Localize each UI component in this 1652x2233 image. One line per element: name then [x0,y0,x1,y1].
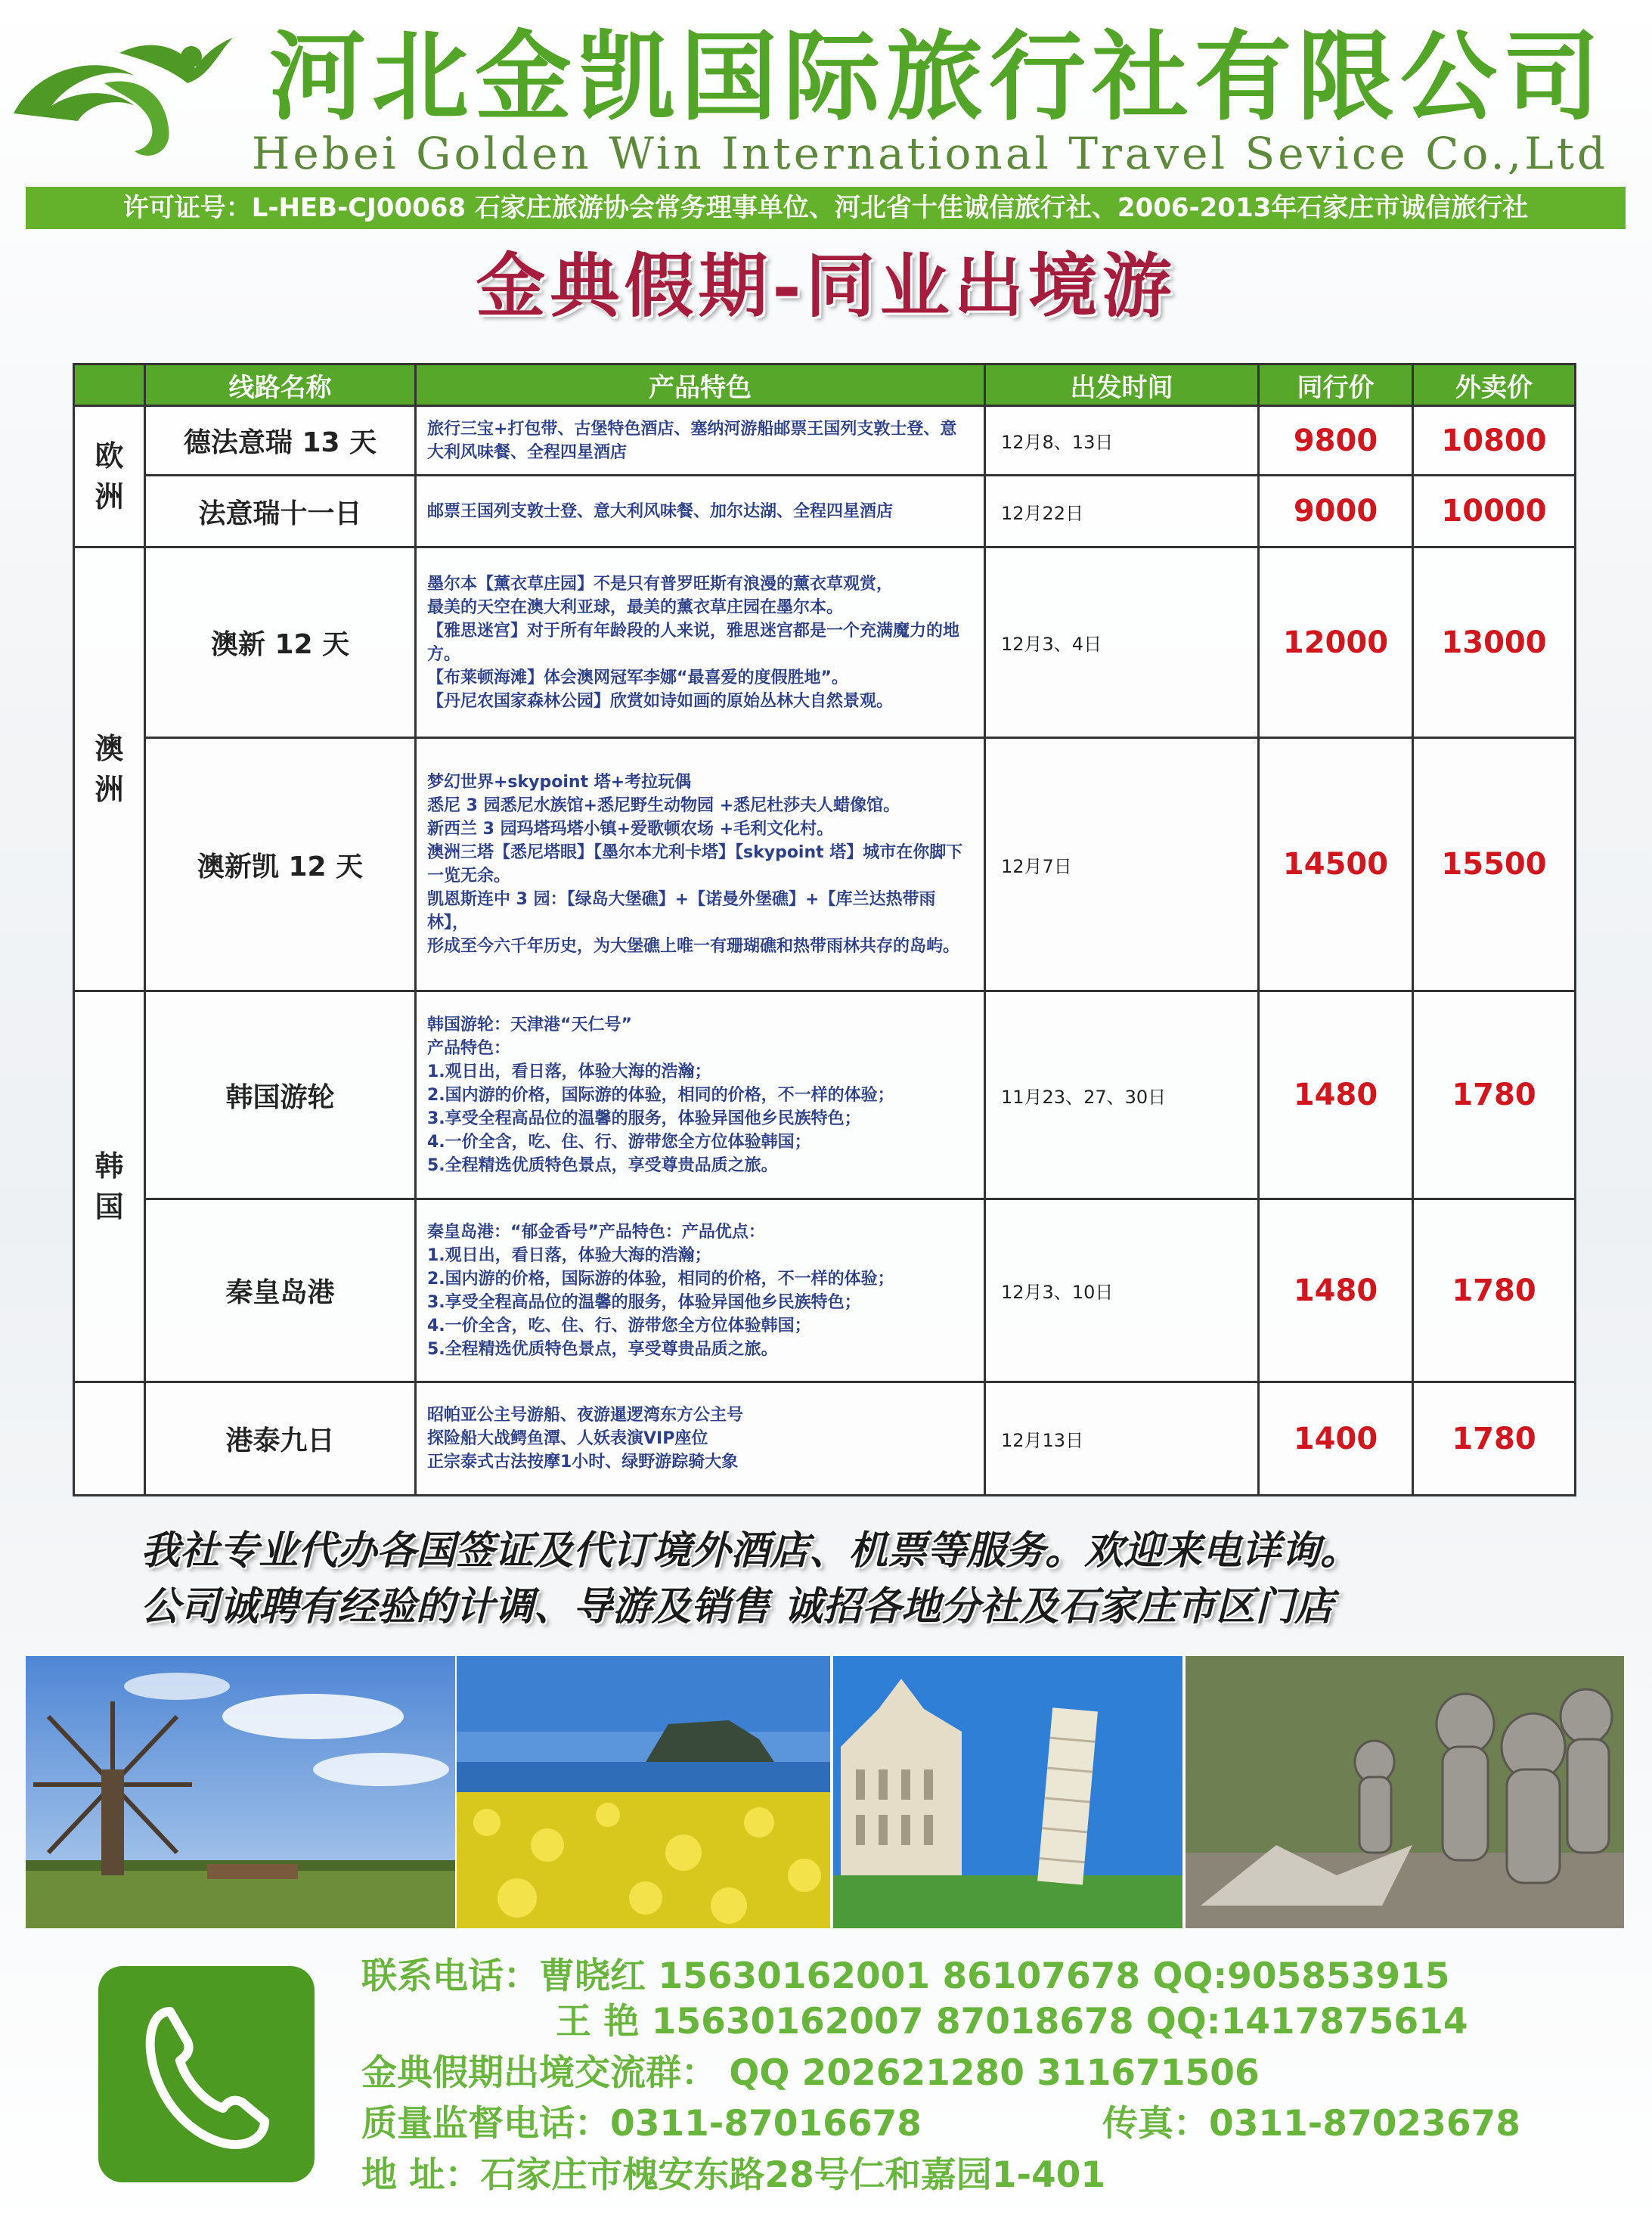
departure-date: 12月22日 [985,476,1259,547]
header-region [74,364,145,406]
table-row [74,1199,1576,1382]
retail-price: 10000 [1413,476,1576,547]
page-title: 金典假期-同业出境游 [476,245,1176,327]
header-peer-price: 同行价 [1259,364,1413,406]
departure-date: 12月8、13日 [985,406,1259,476]
route-name: 秦皇岛港 [145,1199,416,1382]
header-features: 产品特色 [416,364,985,406]
route-features: 邮票王国列支敦士登、意大利风味餐、加尔达湖、全程四星酒店 [416,476,985,547]
route-features: 墨尔本【薰衣草庄园】不是只有普罗旺斯有浪漫的薰衣草观赏， 最美的天空在澳大利亚球，最美的薰衣草庄园在墨尔本。 【雅思迷宫】对于所有年龄段的人来说，雅思迷宫都是一个充满魔力的地方。 【布莱顿海滩】体会澳网冠军李娜“最喜爱的度假胜地”。 【丹尼农国家森林公园】欣赏如诗如画的原始丛林大自然景观。 [416,547,985,738]
retail-price: 10800 [1413,406,1576,476]
departure-date: 11月23、27、30日 [985,991,1259,1199]
contact-phone-line-2: 王 艳 15630162007 87018678 QQ:1417875614 [556,2001,1468,2042]
table-row [74,406,1576,476]
company-swirl-logo-icon [6,23,237,166]
table-row [74,738,1576,991]
company-name-en: Hebei Golden Win International Travel Sevice Co.,Ltd [251,128,1609,179]
photo-windmill [26,1656,455,1928]
peer-price: 1400 [1259,1382,1413,1496]
route-features: 韩国游轮：天津港“天仁号” 产品特色： 1.观日出，看日落，体验大海的浩瀚； 2.国内游的价格，国际游的体验，相同的价格，不一样的体验； 3.享受全程高品位的温馨的服务，体验异国他乡民族特色； 4.一价全含，吃、住、行、游带您全方位体验韩国； 5.全程精选优质特色景点，享受尊贵品质之旅。 [416,991,985,1199]
retail-price: 13000 [1413,547,1576,738]
table-header-row [74,364,1576,406]
departure-date: 12月13日 [985,1382,1259,1496]
leaning-tower-pisa-photo-icon [833,1656,1182,1928]
contact-quality-phone: 质量监督电话：0311-87016678 [361,2103,922,2145]
photo-statues [1186,1656,1624,1928]
phone-badge [98,1966,315,2182]
route-name: 韩国游轮 [145,991,416,1199]
recruit-notice: 公司诚聘有经验的计调、导游及销售 诚招各地分社及石家庄市区门店 [141,1584,1334,1630]
departure-date: 12月3、10日 [985,1199,1259,1382]
company-logo [6,23,237,166]
retail-price: 1780 [1413,991,1576,1199]
header-retail-price: 外卖价 [1413,364,1576,406]
region-europe: 欧洲 [74,406,145,547]
header-departure: 出发时间 [985,364,1259,406]
photo-rapeseed [457,1656,830,1928]
peer-price: 14500 [1259,738,1413,991]
route-name: 澳新 12 天 [145,547,416,738]
departure-date: 12月7日 [985,738,1259,991]
header-route: 线路名称 [145,364,416,406]
retail-price: 1780 [1413,1382,1576,1496]
region-australia: 澳洲 [74,547,145,991]
route-name: 法意瑞十一日 [145,476,416,547]
company-name-cn: 河北金凯国际旅行社有限公司 [268,21,1606,134]
peer-price: 9800 [1259,406,1413,476]
retail-price: 1780 [1413,1199,1576,1382]
stone-statues-photo-icon [1186,1656,1624,1928]
contact-fax: 传真：0311-87023678 [1102,2103,1520,2145]
table-row [74,547,1576,738]
route-features: 昭帕亚公主号游船、夜游暹逻湾东方公主号 探险船大战鳄鱼潭、人妖表演VIP座位 正宗泰式古法按摩1小时、绿野游踪骑大象 [416,1382,985,1496]
route-name: 德法意瑞 13 天 [145,406,416,476]
route-name: 港泰九日 [145,1382,416,1496]
telephone-handset-icon [98,1966,315,2182]
region-empty [74,1382,145,1496]
retail-price: 15500 [1413,738,1576,991]
route-features: 梦幻世界+skypoint 塔+考拉玩偶 悉尼 3 园悉尼水族馆+悉尼野生动物园 +悉尼杜莎夫人蜡像馆。 新西兰 3 园玛塔玛塔小镇+爱歌顿农场 +毛利文化村。 澳洲三塔【悉尼塔眼】【墨尔本尤利卡塔】【skypoint 塔】城市在你脚下一览无余。 凯恩斯连中 3 园：【绿岛大堡礁】+【诺曼外堡礁】+【库兰达热带雨林】， 形成至今六千年历史，为大堡礁上唯一有珊瑚礁和热带雨林共存的岛屿。 [416,738,985,991]
peer-price: 12000 [1259,547,1413,738]
windmill-photo-icon [26,1656,455,1928]
contact-phone-line-1: 联系电话：曹晓红 15630162001 86107678 QQ:905853915 [361,1955,1450,1997]
route-features: 秦皇岛港：“郁金香号”产品特色：产品优点： 1.观日出，看日落，体验大海的浩瀚； 2.国内游的价格，国际游的体验，相同的价格，不一样的体验； 3.享受全程高品位的温馨的服务，体验异国他乡民族特色； 4.一价全含，吃、住、行、游带您全方位体验韩国； 5.全程精选优质特色景点，享受尊贵品质之旅。 [416,1199,985,1382]
contact-address: 地 址：石家庄市槐安东路28号仁和嘉园1-401 [361,2154,1106,2196]
region-korea: 韩国 [74,991,145,1382]
departure-date: 12月3、4日 [985,547,1259,738]
table-row [74,476,1576,547]
route-name: 澳新凯 12 天 [145,738,416,991]
photo-pisa [833,1656,1182,1928]
peer-price: 1480 [1259,1199,1413,1382]
peer-price: 1480 [1259,991,1413,1199]
rapeseed-field-photo-icon [457,1656,830,1928]
license-bar: 许可证号：L-HEB-CJ00068 石家庄旅游协会常务理事单位、河北省十佳诚信旅行社、2006-2013年石家庄市诚信旅行社 [26,187,1626,229]
table-row [74,1382,1576,1496]
peer-price: 9000 [1259,476,1413,547]
tour-table [73,363,1576,1496]
service-notice: 我社专业代办各国签证及代订境外酒店、机票等服务。欢迎来电详询。 [141,1528,1360,1574]
contact-qq-group: 金典假期出境交流群： QQ 202621280 311671506 [361,2052,1260,2094]
table-row [74,991,1576,1199]
route-features: 旅行三宝+打包带、古堡特色酒店、塞纳河游船邮票王国列支敦士登、意大利风味餐、全程四星酒店 [416,406,985,476]
